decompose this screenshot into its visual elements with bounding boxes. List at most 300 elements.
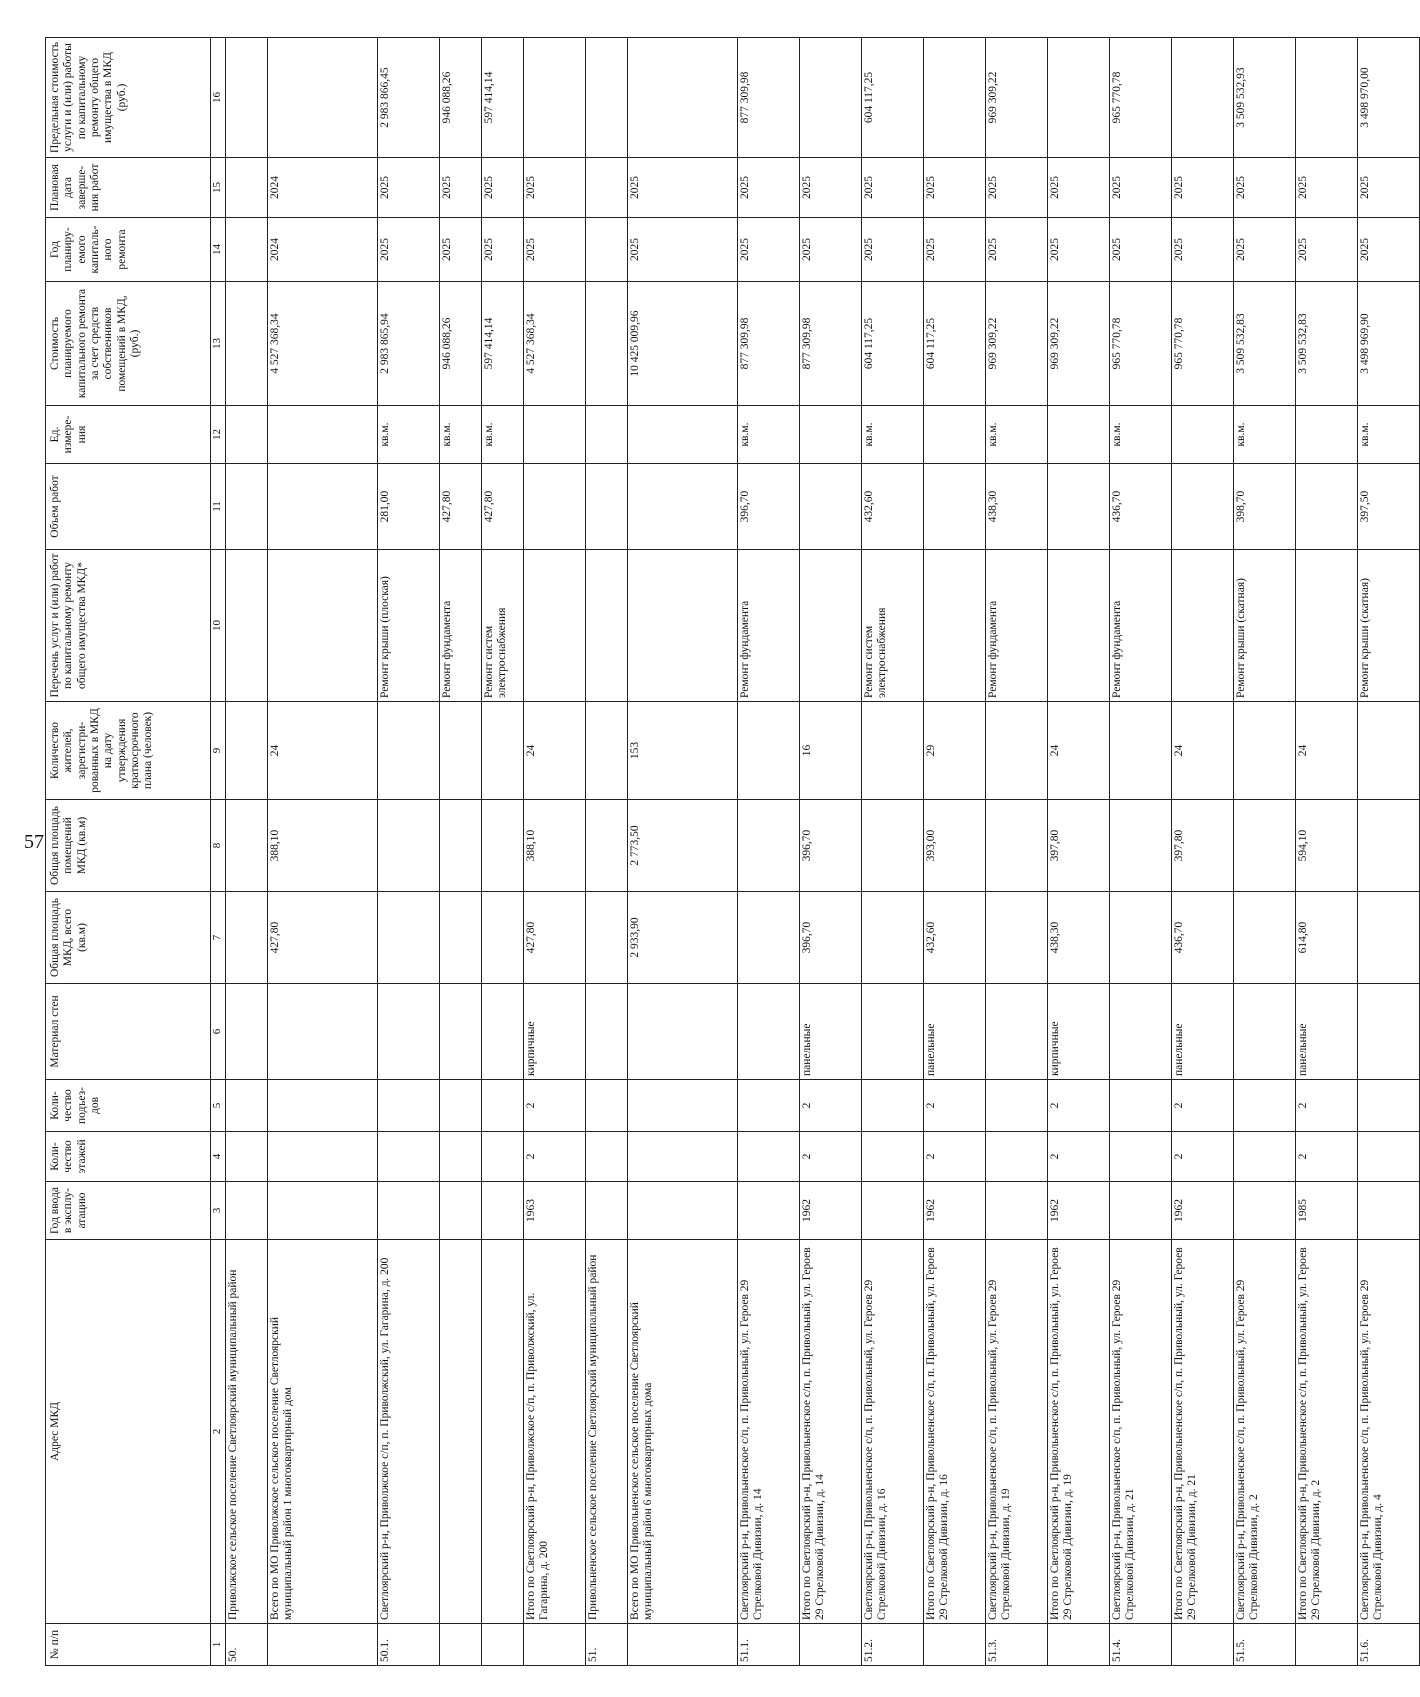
- table-cell: [1234, 702, 1296, 800]
- table-cell: 597 414,14: [482, 38, 524, 158]
- table-cell: [226, 282, 268, 406]
- table-cell: 1962: [924, 1182, 986, 1240]
- table-cell: 436,70: [1172, 892, 1234, 984]
- header-cell: Коли-чество подъез-дов: [46, 1080, 211, 1132]
- table-row: [628, 38, 738, 1666]
- table-row: [986, 38, 1048, 1666]
- table-row: [1172, 38, 1234, 1666]
- table-row: [1048, 38, 1110, 1666]
- table-cell: [986, 1132, 1048, 1182]
- table-cell: 4 527 368,34: [524, 282, 586, 406]
- table-cell: [1172, 464, 1234, 550]
- table-cell: [1172, 406, 1234, 464]
- table-cell: Ремонт систем электроснабжения: [482, 550, 524, 702]
- column-number: 4: [211, 1132, 226, 1182]
- table-cell: 397,80: [1048, 800, 1110, 892]
- table-cell: [268, 1182, 378, 1240]
- table-cell: [1048, 38, 1110, 158]
- table-cell: [586, 702, 628, 800]
- table-cell: [482, 800, 524, 892]
- table-cell: кв.м.: [1358, 406, 1420, 464]
- table-cell: 427,80: [440, 464, 482, 550]
- table-cell: [800, 464, 862, 550]
- table-row: [738, 38, 800, 1666]
- table-cell: 16: [800, 702, 862, 800]
- table-cell: 965 770,78: [1110, 38, 1172, 158]
- table-cell: 24: [1048, 702, 1110, 800]
- table-cell: [800, 550, 862, 702]
- table-cell: [440, 702, 482, 800]
- table-cell: [268, 1132, 378, 1182]
- table-cell: [738, 892, 800, 984]
- table-cell: [586, 158, 628, 218]
- table-cell: 2025: [440, 218, 482, 282]
- table-cell: [628, 406, 738, 464]
- table-cell: [586, 550, 628, 702]
- table-cell: [986, 702, 1048, 800]
- table-row: [482, 38, 524, 1666]
- table-row: [524, 38, 586, 1666]
- table-cell: 51.2.: [862, 1624, 924, 1666]
- table-cell: [268, 38, 378, 158]
- table-cell: 2025: [800, 218, 862, 282]
- table-cell: [268, 550, 378, 702]
- table-cell: [378, 1132, 440, 1182]
- table-cell: панельные: [800, 984, 862, 1080]
- table-cell: 965 770,78: [1110, 282, 1172, 406]
- table-cell: Ремонт фундамента: [738, 550, 800, 702]
- table-cell: [1048, 1624, 1110, 1666]
- table-cell: [1234, 1132, 1296, 1182]
- table-cell: 965 770,78: [1172, 282, 1234, 406]
- table-cell: 438,30: [1048, 892, 1110, 984]
- table-cell: 2025: [628, 158, 738, 218]
- table-cell: [226, 218, 268, 282]
- table-cell: 2025: [924, 218, 986, 282]
- table-cell: 2024: [268, 218, 378, 282]
- table-cell: 24: [1296, 702, 1358, 800]
- table-cell: 2025: [986, 158, 1048, 218]
- table-cell: кв.м.: [986, 406, 1048, 464]
- table-cell: [482, 892, 524, 984]
- table-cell: [1296, 1624, 1358, 1666]
- table-cell: 2: [524, 1132, 586, 1182]
- table-cell: 397,50: [1358, 464, 1420, 550]
- table-cell: 2025: [1048, 218, 1110, 282]
- table-cell: [226, 702, 268, 800]
- table-cell: [226, 464, 268, 550]
- table-cell: панельные: [924, 984, 986, 1080]
- table-cell: 427,80: [268, 892, 378, 984]
- table-cell: 432,60: [862, 464, 924, 550]
- table-cell: 2: [800, 1132, 862, 1182]
- table-cell: 51.: [586, 1624, 628, 1666]
- header-cell: Коли-чество этажей: [46, 1132, 211, 1182]
- table-cell: 24: [268, 702, 378, 800]
- table-cell: 1962: [1172, 1182, 1234, 1240]
- table-cell: [862, 984, 924, 1080]
- table-cell: [1234, 1182, 1296, 1240]
- table-cell: [524, 1624, 586, 1666]
- table-cell: [586, 406, 628, 464]
- table-cell: 2: [524, 1080, 586, 1132]
- table-cell: [1048, 406, 1110, 464]
- table-cell: 2: [1172, 1132, 1234, 1182]
- table-cell: [1358, 892, 1420, 984]
- table-cell: 398,70: [1234, 464, 1296, 550]
- table-cell: [226, 406, 268, 464]
- table-cell: [524, 464, 586, 550]
- table-cell: [1110, 1080, 1172, 1132]
- table-cell: [862, 892, 924, 984]
- table-cell: панельные: [1296, 984, 1358, 1080]
- table-cell: [862, 702, 924, 800]
- table-cell: 10 425 009,96: [628, 282, 738, 406]
- table-cell: [378, 800, 440, 892]
- column-number: 15: [211, 158, 226, 218]
- table-cell: 2: [924, 1132, 986, 1182]
- table-cell: [586, 464, 628, 550]
- table-cell: Всего по МО Привольненское сельское поселение Светлоярский муниципальный район 6 многоквартирных дома: [628, 1240, 738, 1624]
- table-cell: 604 117,25: [862, 282, 924, 406]
- table-cell: 2025: [924, 158, 986, 218]
- table-cell: [586, 282, 628, 406]
- table-cell: 2025: [862, 218, 924, 282]
- table-cell: кв.м.: [482, 406, 524, 464]
- header-cell: Общая площадь МКД, всего (кв.м): [46, 892, 211, 984]
- table-cell: [440, 1182, 482, 1240]
- table-cell: [226, 1182, 268, 1240]
- table-cell: [586, 38, 628, 158]
- table-cell: [226, 892, 268, 984]
- table-row: [226, 38, 268, 1666]
- table-cell: [378, 984, 440, 1080]
- table-cell: 2025: [862, 158, 924, 218]
- table-cell: Светлоярский р-н, Привольненское с/п, п. Привольный, ул. Героев 29 Стрелковой Дивизии, д. 2: [1234, 1240, 1296, 1624]
- capital-repair-table: [45, 37, 1420, 1666]
- table-cell: [268, 1624, 378, 1666]
- table-cell: [586, 218, 628, 282]
- table-cell: 51.4.: [1110, 1624, 1172, 1666]
- table-cell: [1358, 702, 1420, 800]
- table-row: [440, 38, 482, 1666]
- column-number: 5: [211, 1080, 226, 1132]
- table-cell: 969 309,22: [986, 38, 1048, 158]
- column-number-row: [211, 38, 226, 1666]
- table-cell: [378, 1182, 440, 1240]
- table-cell: [524, 406, 586, 464]
- table-row: [924, 38, 986, 1666]
- table-cell: [986, 1182, 1048, 1240]
- table-cell: 2025: [524, 218, 586, 282]
- table-cell: [924, 1624, 986, 1666]
- table-cell: [628, 464, 738, 550]
- table-cell: 2: [924, 1080, 986, 1132]
- table-cell: [226, 800, 268, 892]
- table-cell: [986, 800, 1048, 892]
- column-number: 10: [211, 550, 226, 702]
- table-cell: Светлоярский р-н, Привольненское с/п, п. Привольный, ул. Героев 29 Стрелковой Дивизии, д. 16: [862, 1240, 924, 1624]
- table-cell: [524, 550, 586, 702]
- table-cell: 2025: [524, 158, 586, 218]
- table-cell: 396,70: [800, 800, 862, 892]
- table-cell: [986, 892, 1048, 984]
- table-cell: [1296, 550, 1358, 702]
- table-row: [378, 38, 440, 1666]
- table-cell: 2025: [1296, 158, 1358, 218]
- table-cell: 877 309,98: [738, 282, 800, 406]
- table-cell: Ремонт крыши (плоская): [378, 550, 440, 702]
- table-cell: [226, 1132, 268, 1182]
- table-cell: 397,80: [1172, 800, 1234, 892]
- table-cell: [1110, 892, 1172, 984]
- table-cell: [440, 984, 482, 1080]
- header-cell: Общая площадь помещений МКД (кв.м): [46, 800, 211, 892]
- table-cell: кв.м.: [862, 406, 924, 464]
- table-cell: [1358, 1182, 1420, 1240]
- table-cell: [1296, 406, 1358, 464]
- table-cell: 2025: [1048, 158, 1110, 218]
- table-cell: 2: [1048, 1080, 1110, 1132]
- table-cell: 2025: [1172, 218, 1234, 282]
- table-cell: 2025: [1296, 218, 1358, 282]
- table-cell: [1234, 1080, 1296, 1132]
- table-cell: 51.5.: [1234, 1624, 1296, 1666]
- table-row: [268, 38, 378, 1666]
- table-cell: [738, 1182, 800, 1240]
- table-row: [1234, 38, 1296, 1666]
- table-cell: 51.1.: [738, 1624, 800, 1666]
- table-cell: Ремонт систем электроснабжения: [862, 550, 924, 702]
- table-cell: 2: [800, 1080, 862, 1132]
- table-cell: 3 509 532,83: [1234, 282, 1296, 406]
- table-cell: 2 983 865,94: [378, 282, 440, 406]
- table-cell: Светлоярский р-н, Привольненское с/п, п. Привольный, ул. Героев 29 Стрелковой Дивизии, д. 19: [986, 1240, 1048, 1624]
- table-cell: [1234, 892, 1296, 984]
- table-cell: 2025: [1234, 158, 1296, 218]
- header-cell: Адрес МКД: [46, 1240, 211, 1624]
- table-cell: [268, 464, 378, 550]
- table-cell: [924, 550, 986, 702]
- table-cell: [226, 550, 268, 702]
- table-cell: 969 309,22: [986, 282, 1048, 406]
- table-cell: [482, 702, 524, 800]
- table-cell: 2025: [628, 218, 738, 282]
- table-cell: Светлоярский р-н, Приволжское с/п, п. Приволжский, ул. Гагарина, д. 200: [378, 1240, 440, 1624]
- table-cell: [628, 984, 738, 1080]
- table-cell: Итого по Светлоярский р-н, Привольненское с/п, п. Привольный, ул. Героев 29 Стрелковой Дивизии, д. 2: [1296, 1240, 1358, 1624]
- table-cell: Итого по Светлоярский р-н, Привольненское с/п, п. Привольный, ул. Героев 29 Стрелковой Дивизии, д. 19: [1048, 1240, 1110, 1624]
- table-cell: [924, 38, 986, 158]
- header-cell: Стоимость планируемого капитального ремонта за счет средств собственников помещений в МКД, (руб.): [46, 282, 211, 406]
- table-cell: [440, 892, 482, 984]
- table-cell: 946 088,26: [440, 282, 482, 406]
- table-cell: [1296, 38, 1358, 158]
- table-cell: Ремонт крыши (скатная): [1358, 550, 1420, 702]
- table-cell: 2025: [1110, 158, 1172, 218]
- table-cell: Ремонт фундамента: [1110, 550, 1172, 702]
- table-cell: [440, 1132, 482, 1182]
- table-cell: [586, 1132, 628, 1182]
- header-cell: Материал стен: [46, 984, 211, 1080]
- table-cell: [1358, 800, 1420, 892]
- table-cell: [862, 800, 924, 892]
- table-cell: 1962: [800, 1182, 862, 1240]
- table-cell: 2025: [738, 158, 800, 218]
- column-number: 1: [211, 1624, 226, 1666]
- table-cell: [482, 1182, 524, 1240]
- table-cell: Светлоярский р-н, Привольненское с/п, п. Привольный, ул. Героев 29 Стрелковой Дивизии, д. 14: [738, 1240, 800, 1624]
- table-cell: 432,60: [924, 892, 986, 984]
- table-cell: [800, 406, 862, 464]
- table-cell: кв.м.: [440, 406, 482, 464]
- table-cell: Итого по Светлоярский р-н, Привольненское с/п, п. Привольный, ул. Героев 29 Стрелковой Дивизии, д. 14: [800, 1240, 862, 1624]
- header-cell: Ед. измере-ния: [46, 406, 211, 464]
- table-cell: [628, 1132, 738, 1182]
- table-cell: [738, 800, 800, 892]
- table-cell: 396,70: [800, 892, 862, 984]
- table-cell: [268, 406, 378, 464]
- table-cell: 436,70: [1110, 464, 1172, 550]
- table-cell: [482, 1080, 524, 1132]
- table-cell: 427,80: [482, 464, 524, 550]
- table-cell: 2024: [268, 158, 378, 218]
- table-cell: [378, 1080, 440, 1132]
- table-cell: Ремонт фундамента: [986, 550, 1048, 702]
- table-cell: 2 983 866,45: [378, 38, 440, 158]
- header-cell: № п/п: [46, 1624, 211, 1666]
- table-cell: 2025: [800, 158, 862, 218]
- table-cell: 24: [524, 702, 586, 800]
- table-cell: 877 309,98: [800, 282, 862, 406]
- table-cell: [586, 1182, 628, 1240]
- table-cell: [628, 1182, 738, 1240]
- table-cell: Светлоярский р-н, Привольненское с/п, п. Привольный, ул. Героев 29 Стрелковой Дивизии, д. 21: [1110, 1240, 1172, 1624]
- table-cell: 51.3.: [986, 1624, 1048, 1666]
- table-cell: 396,70: [738, 464, 800, 550]
- table-cell: 2025: [986, 218, 1048, 282]
- table-cell: 438,30: [986, 464, 1048, 550]
- rotated-table-area: [45, 38, 1385, 1666]
- table-cell: 2025: [440, 158, 482, 218]
- table-cell: [1296, 464, 1358, 550]
- table-cell: кв.м.: [1110, 406, 1172, 464]
- column-number: 9: [211, 702, 226, 800]
- table-cell: [986, 1080, 1048, 1132]
- table-cell: [1110, 1182, 1172, 1240]
- table-cell: 877 309,98: [738, 38, 800, 158]
- table-cell: [586, 1080, 628, 1132]
- header-cell: Год ввода в эксплу-атацию: [46, 1182, 211, 1240]
- table-cell: [986, 984, 1048, 1080]
- table-cell: Всего по МО Приволжское сельское поселение Светлоярский муниципальный район 1 многоквартирный дом: [268, 1240, 378, 1624]
- table-cell: [268, 984, 378, 1080]
- header-cell: Плановая дата заверше-ния работ: [46, 158, 211, 218]
- table-cell: 4 527 368,34: [268, 282, 378, 406]
- table-cell: [924, 464, 986, 550]
- table-cell: [1234, 984, 1296, 1080]
- table-cell: [738, 702, 800, 800]
- table-cell: 51.6.: [1358, 1624, 1420, 1666]
- table-cell: [482, 1240, 524, 1624]
- column-number: 11: [211, 464, 226, 550]
- table-cell: 388,10: [524, 800, 586, 892]
- table-cell: [1172, 550, 1234, 702]
- table-cell: [226, 38, 268, 158]
- table-cell: [1358, 1080, 1420, 1132]
- table-cell: панельные: [1172, 984, 1234, 1080]
- table-cell: [440, 800, 482, 892]
- table-cell: Привольненское сельское поселение Светлоярский муниципальный район: [586, 1240, 628, 1624]
- table-cell: кв.м.: [738, 406, 800, 464]
- table-cell: [226, 984, 268, 1080]
- table-cell: 50.1.: [378, 1624, 440, 1666]
- table-cell: [482, 1132, 524, 1182]
- table-cell: 2025: [378, 158, 440, 218]
- table-cell: [1358, 1132, 1420, 1182]
- page-number: 57: [24, 831, 44, 853]
- table-cell: 2025: [378, 218, 440, 282]
- table-cell: 2 933,90: [628, 892, 738, 984]
- table-cell: Ремонт крыши (скатная): [1234, 550, 1296, 702]
- table-cell: [586, 892, 628, 984]
- table-cell: [1172, 38, 1234, 158]
- table-cell: Итого по Светлоярский р-н, Привольненское с/п, п. Привольный, ул. Героев 29 Стрелковой Дивизии, д. 16: [924, 1240, 986, 1624]
- table-row: [1110, 38, 1172, 1666]
- table-cell: [738, 1080, 800, 1132]
- table-cell: 1962: [1048, 1182, 1110, 1240]
- table-cell: [924, 406, 986, 464]
- table-cell: 597 414,14: [482, 282, 524, 406]
- table-row: [862, 38, 924, 1666]
- table-cell: 3 498 970,00: [1358, 38, 1420, 158]
- table-cell: 29: [924, 702, 986, 800]
- column-number: 8: [211, 800, 226, 892]
- table-body: [226, 38, 1420, 1666]
- table-cell: 1963: [524, 1182, 586, 1240]
- table-cell: Итого по Светлоярский р-н, Приволжское с/п, п. Приволжский, ул. Гагарина, д. 200: [524, 1240, 586, 1624]
- table-row: [586, 38, 628, 1666]
- table-cell: [800, 38, 862, 158]
- table-cell: кв.м.: [1234, 406, 1296, 464]
- table-cell: 2025: [738, 218, 800, 282]
- table-cell: [1110, 800, 1172, 892]
- table-cell: кв.м.: [378, 406, 440, 464]
- header-row: [46, 38, 211, 1666]
- header-cell: Объем работ: [46, 464, 211, 550]
- table-cell: 2025: [1234, 218, 1296, 282]
- table-cell: 24: [1172, 702, 1234, 800]
- table-cell: 427,80: [524, 892, 586, 984]
- table-cell: 2 773,50: [628, 800, 738, 892]
- table-cell: 2025: [1358, 158, 1420, 218]
- table-cell: [1234, 800, 1296, 892]
- table-cell: [482, 1624, 524, 1666]
- table-cell: [1110, 984, 1172, 1080]
- header-cell: Перечень услуг и (или) работ по капитальному ремонту общего имущества МКД*: [46, 550, 211, 702]
- table-cell: 594,10: [1296, 800, 1358, 892]
- table-cell: [628, 1624, 738, 1666]
- table-cell: [862, 1182, 924, 1240]
- table-cell: [1110, 1132, 1172, 1182]
- table-cell: [378, 892, 440, 984]
- table-cell: [226, 1080, 268, 1132]
- table-cell: 153: [628, 702, 738, 800]
- table-cell: [1110, 702, 1172, 800]
- table-cell: 969 309,22: [1048, 282, 1110, 406]
- table-cell: Приволжское сельское поселение Светлоярский муниципальный район: [226, 1240, 268, 1624]
- column-number: 3: [211, 1182, 226, 1240]
